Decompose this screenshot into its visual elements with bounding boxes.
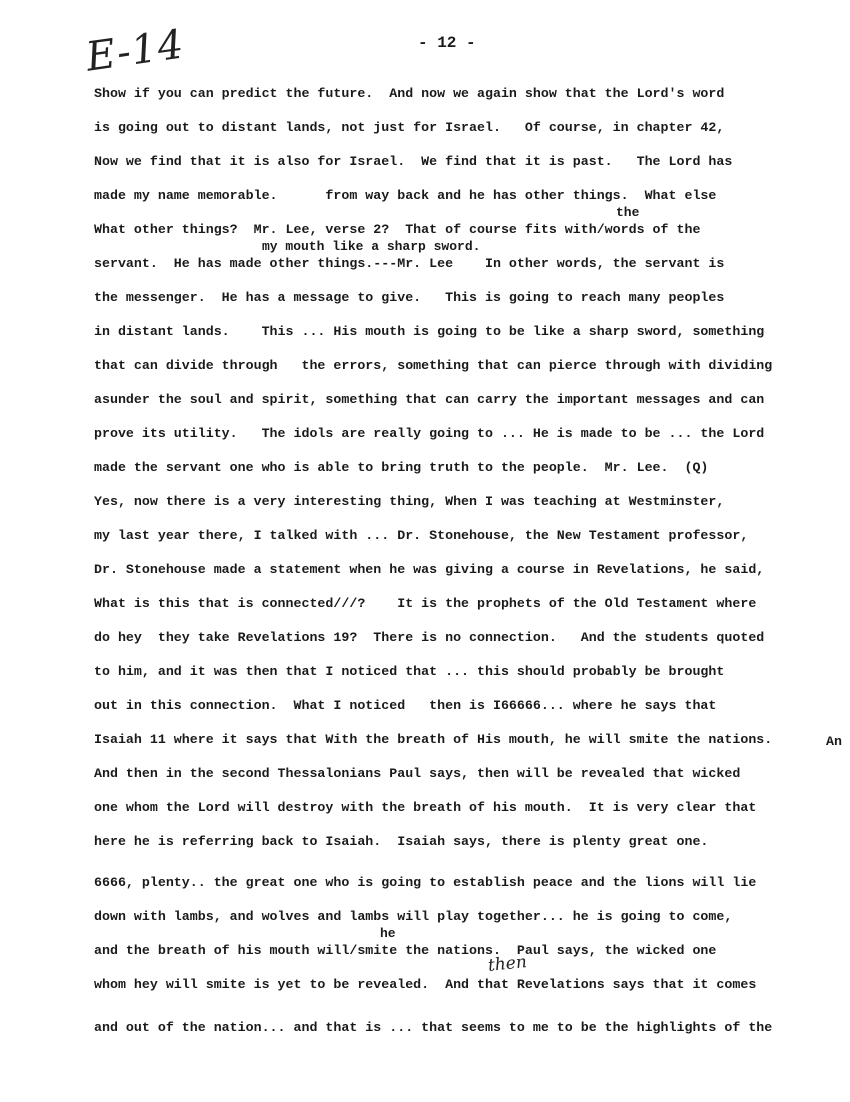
text-line: Show if you can predict the future. And now we again show that the Lord's word [94,86,725,101]
text-line: servant. He has made other things.---Mr. Lee In other words, the servant is [94,256,725,271]
margin-note: An [826,734,842,749]
text-line: here he is referring back to Isaiah. Isaiah says, there is plenty great one. [94,834,709,849]
text-line: made my name memorable. from way back and he has other things. What else [94,188,717,203]
text-line: and the breath of his mouth will/smite the nations. Paul says, the wicked one [94,943,717,958]
page-number: - 12 - [418,34,476,52]
text-line: out in this connection. What I noticed then is I66666... where he says that [94,698,717,713]
text-line: Isaiah 11 where it says that With the breath of His mouth, he will smite the nations. [94,732,773,747]
text-line: that can divide through the errors, something that can pierce through with dividing [94,358,773,373]
text-line: whom hey will smite is yet to be revealed. And that Revelations says that it comes [94,977,757,992]
text-line: Yes, now there is a very interesting thing, When I was teaching at Westminster, [94,494,725,509]
text-line: my last year there, I talked with ... Dr. Stonehouse, the New Testament professor, [94,528,749,543]
text-line: made the servant one who is able to bring truth to the people. Mr. Lee. (Q) [94,460,709,475]
text-line: to him, and it was then that I noticed that ... this should probably be brought [94,664,725,679]
handwritten-then: then [487,952,528,976]
text-line: Dr. Stonehouse made a statement when he was giving a course in Revelations, he said, [94,562,765,577]
insertion-sharp-sword: my mouth like a sharp sword. [262,239,481,254]
text-line: Now we find that it is also for Israel. We find that it is past. The Lord has [94,154,733,169]
text-line: the messenger. He has a message to give. This is going to reach many peoples [94,290,725,305]
text-line: and out of the nation... and that is ... that seems to me to be the highlights of the [94,1020,773,1035]
text-line: asunder the soul and spirit, something that can carry the important messages and can [94,392,765,407]
text-line: in distant lands. This ... His mouth is going to be like a sharp sword, something [94,324,765,339]
insertion-he: he [380,926,396,941]
text-line: one whom the Lord will destroy with the breath of his mouth. It is very clear that [94,800,757,815]
text-line: 6666, plenty.. the great one who is going to establish peace and the lions will lie [94,875,757,890]
text-line: do hey they take Revelations 19? There is no connection. And the students quoted [94,630,765,645]
insertion-the: the [616,205,640,220]
text-line: is going out to distant lands, not just for Israel. Of course, in chapter 42, [94,120,725,135]
text-line: down with lambs, and wolves and lambs will play together... he is going to come, [94,909,733,924]
handwritten-mark: E-14 [83,21,188,81]
text-line: What is this that is connected///? It is the prophets of the Old Testament where [94,596,757,611]
text-line: And then in the second Thessalonians Paul says, then will be revealed that wicked [94,766,741,781]
text-line: What other things? Mr. Lee, verse 2? That of course fits with/words of the [94,222,701,237]
text-line: prove its utility. The idols are really going to ... He is made to be ... the Lord [94,426,765,441]
